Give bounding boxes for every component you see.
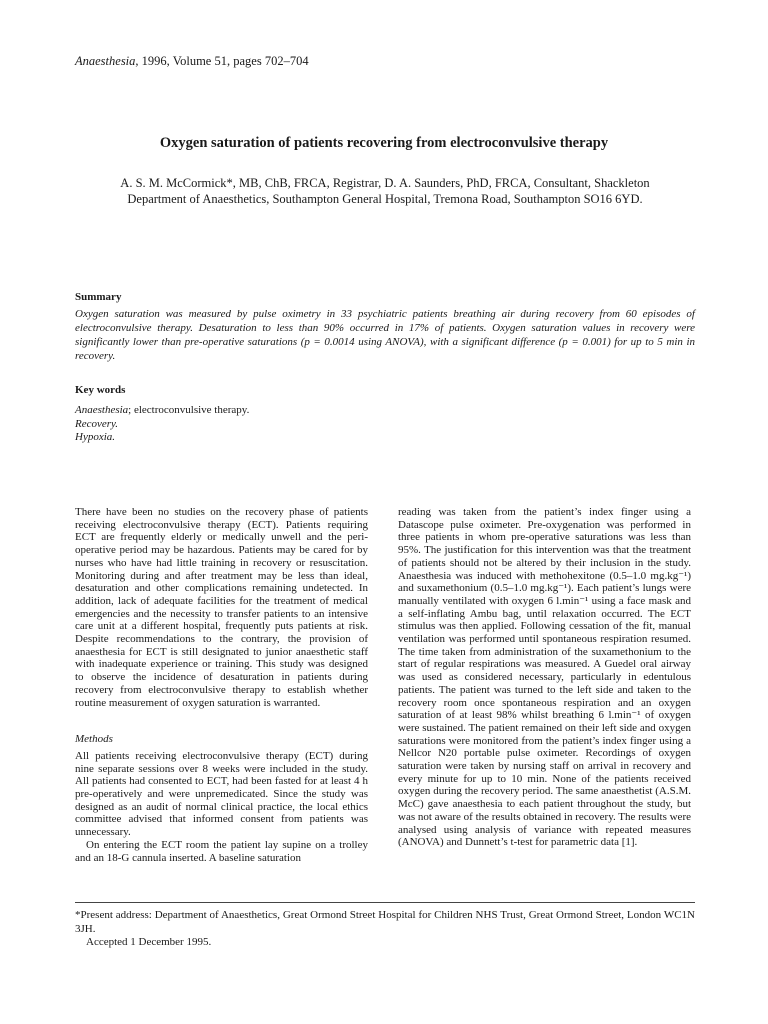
intro-paragraph: There have been no studies on the recovery phase of patients receiving electroconvulsive therapy (ECT). Patients requiring ECT are frequently elderly or medically unwell and the peri-operative period may be hazardous. Patients may be cared for by nurses who have had little training in recovery or resuscitation. Monitoring during and after treatment may be less than ideal, desaturation and other complications remaining undetected. In addition, lack of adequate facilities for the treatment of medical emergencies and the necessity to transfer patients to an intensive care unit at a different hospital, frequently puts patients at risk. Despite recommendations to the contrary, the provision of anaesthesia for ECT is still designated to junior anaesthetic staff with inadequate experience or training. This study was designed to observe the incidence of desaturation in patients during recovery from electroconvulsive therapy to establish whether routine measurement of oxygen saturation is warranted. — [75, 506, 368, 709]
summary-heading: Summary — [75, 291, 122, 303]
footnote-address: *Present address: Department of Anaesthetics, Great Ormond Street Hospital for Children NHS Trust, Great Ormond Street, London WC1N 3JH. — [75, 909, 695, 935]
journal-volume-pages: , 1996, Volume 51, pages 702–704 — [135, 54, 309, 68]
journal-name: Anaesthesia — [75, 54, 136, 68]
methods-heading: Methods — [75, 733, 113, 746]
methods-paragraph-1: All patients receiving electroconvulsive therapy (ECT) during nine separate sessions over 8 weeks were included in the study. All patients had consented to ECT, had been fasted for at least 4 h pre-operatively and were unpremedicated. Since the study was designed as an audit of normal clinical practice, the local ethics committee advised that informed consent from patients was unnecessary. — [75, 749, 368, 839]
body-column-right — [398, 506, 691, 849]
keywords-heading: Key words — [75, 384, 126, 396]
keyword-hypoxia: Hypoxia. — [75, 431, 116, 443]
footnote — [75, 909, 695, 950]
methods-paragraph-2: On entering the ECT room the patient lay supine on a trolley and an 18-G cannula inserted. A baseline saturation — [75, 838, 368, 864]
authors-line-1: A. S. M. McCormick*, MB, ChB, FRCA, Registrar, D. A. Saunders, PhD, FRCA, Consultant, Shackleton — [120, 176, 650, 190]
author-block — [75, 175, 695, 207]
article-title: Oxygen saturation of patients recovering from electroconvulsive therapy — [159, 135, 609, 151]
keywords-list — [75, 404, 475, 445]
footnote-divider — [75, 902, 695, 903]
footnote-accepted-date: Accepted 1 December 1995. — [86, 936, 212, 948]
journal-citation — [75, 54, 309, 69]
methods-paragraph-continued: reading was taken from the patient’s index finger using a Datascope pulse oximeter. Pre-oxygenation was performed in three patients in whom pre-operative saturations was less than 95%. The justification for this intervention was that the treatment of patients should not be altered by their inclusion in the study. Anaesthesia was induced with methohexitone (0.5–1.0 mg.kg⁻¹) and suxamethonium (0.5–1.0 mg.kg⁻¹). Each patient’s lungs were manually ventilated with oxygen 6 l.min⁻¹ using a face mask and a self-inflating Ambu bag, until relaxation occurred. The ECT stimulus was then applied. Following cessation of the fit, manual ventilation was performed until spontaneous respiration resumed. The time taken from administration of the suxamethonium to the start of regular respirations was measured. A Guedel oral airway was used as considered necessary, particularly in edentulous patients. The patient was turned to the left side and taken to the recovery room once spontaneous respiration and an oxygen saturation of at least 98% whilst breathing 6 l.min⁻¹ of oxygen were sustained. The patient remained on their left side and oxygen saturations were monitored from the patient’s index finger using a Nellcor N20 portable pulse oximeter. Recordings of oxygen saturation were taken by nursing staff on arrival in recovery and every minute for up to 10 min. None of the patients received oxygen during the recovery period. The same anaesthetist (A.S.M. McC) gave anaesthesia to each patient throughout the study, but was not aware of the results obtained in recovery. The results were analysed using analysis of variance with repeated measures (ANOVA) and Dunnett’s t-test for parametric data [1]. — [398, 506, 691, 849]
body-column-left — [75, 506, 368, 864]
keyword-ect: ; electroconvulsive therapy. — [128, 404, 250, 416]
keyword-recovery: Recovery. — [75, 417, 119, 430]
keyword-anaesthesia: Anaesthesia — [75, 404, 129, 416]
keyword-line-1 — [75, 404, 475, 418]
summary-text: Oxygen saturation was measured by pulse oximetry in 33 psychiatric patients breathing air during recovery from 60 episodes of electroconvulsive therapy. Desaturation to less than 90% occurred in 17% of patients. Oxygen saturation values in recovery were significantly lower than pre-operative saturations (p = 0.0014 using ANOVA), with a significant difference (p = 0.001) for up to 5 min in recovery. — [75, 308, 695, 362]
authors-line-2: Department of Anaesthetics, Southampton General Hospital, Tremona Road, Southampton SO16 6YD. — [127, 192, 643, 206]
